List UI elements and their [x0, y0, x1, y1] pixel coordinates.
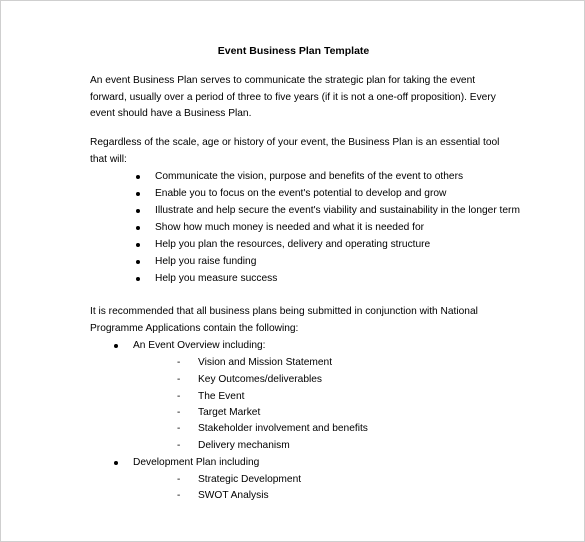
section-item: SWOT Analysis [198, 490, 269, 501]
bullet-icon [136, 226, 140, 230]
section-item: Strategic Development [198, 474, 302, 485]
dash-icon: - [177, 474, 181, 485]
bullet-icon [136, 209, 140, 213]
bullet-icon [114, 461, 118, 465]
purpose-item: Enable you to focus on the event's potential to develop and grow [155, 188, 447, 199]
purpose-intro-paragraph: Regardless of the scale, age or history of your event, the Business Plan is an essential tool that will: [90, 137, 500, 165]
recommendation-paragraph: It is recommended that all business plans being submitted in conjunction with National Programme Applications contain the following: [90, 306, 478, 334]
bullet-icon [114, 344, 118, 348]
dash-icon: - [177, 423, 181, 434]
dash-icon: - [177, 407, 181, 418]
bullet-icon [136, 260, 140, 264]
dash-icon: - [177, 490, 181, 501]
section-item: Target Market [198, 407, 261, 418]
section-item: Key Outcomes/deliverables [198, 374, 323, 385]
dash-icon: - [177, 391, 181, 402]
bullet-icon [136, 277, 140, 281]
section-item: The Event [198, 391, 245, 402]
purpose-item: Illustrate and help secure the event's viability and sustainability in the longer term [155, 205, 520, 216]
dash-icon: - [177, 374, 181, 385]
bullet-icon [136, 192, 140, 196]
bullet-icon [136, 175, 140, 179]
bullet-icon [136, 243, 140, 247]
purpose-item: Help you raise funding [155, 256, 257, 267]
purpose-item: Communicate the vision, purpose and benefits of the event to others [155, 171, 464, 182]
purpose-item: Help you measure success [155, 273, 278, 284]
section-item: Delivery mechanism [198, 440, 290, 451]
section-label: Development Plan including [133, 457, 260, 468]
dash-icon: - [177, 357, 181, 368]
purpose-item: Help you plan the resources, delivery and operating structure [155, 239, 431, 250]
section-item: Stakeholder involvement and benefits [198, 423, 368, 434]
section-item: Vision and Mission Statement [198, 357, 333, 368]
section-label: An Event Overview including: [133, 340, 266, 351]
purpose-item: Show how much money is needed and what it is needed for [155, 222, 424, 233]
document-title: Event Business Plan Template [217, 45, 370, 57]
intro-paragraph: An event Business Plan serves to communicate the strategic plan for taking the event forward, usually over a period of three to five years (if it is not a one-off proposition). Every event should have a Business Plan. [90, 75, 496, 119]
dash-icon: - [177, 440, 181, 451]
